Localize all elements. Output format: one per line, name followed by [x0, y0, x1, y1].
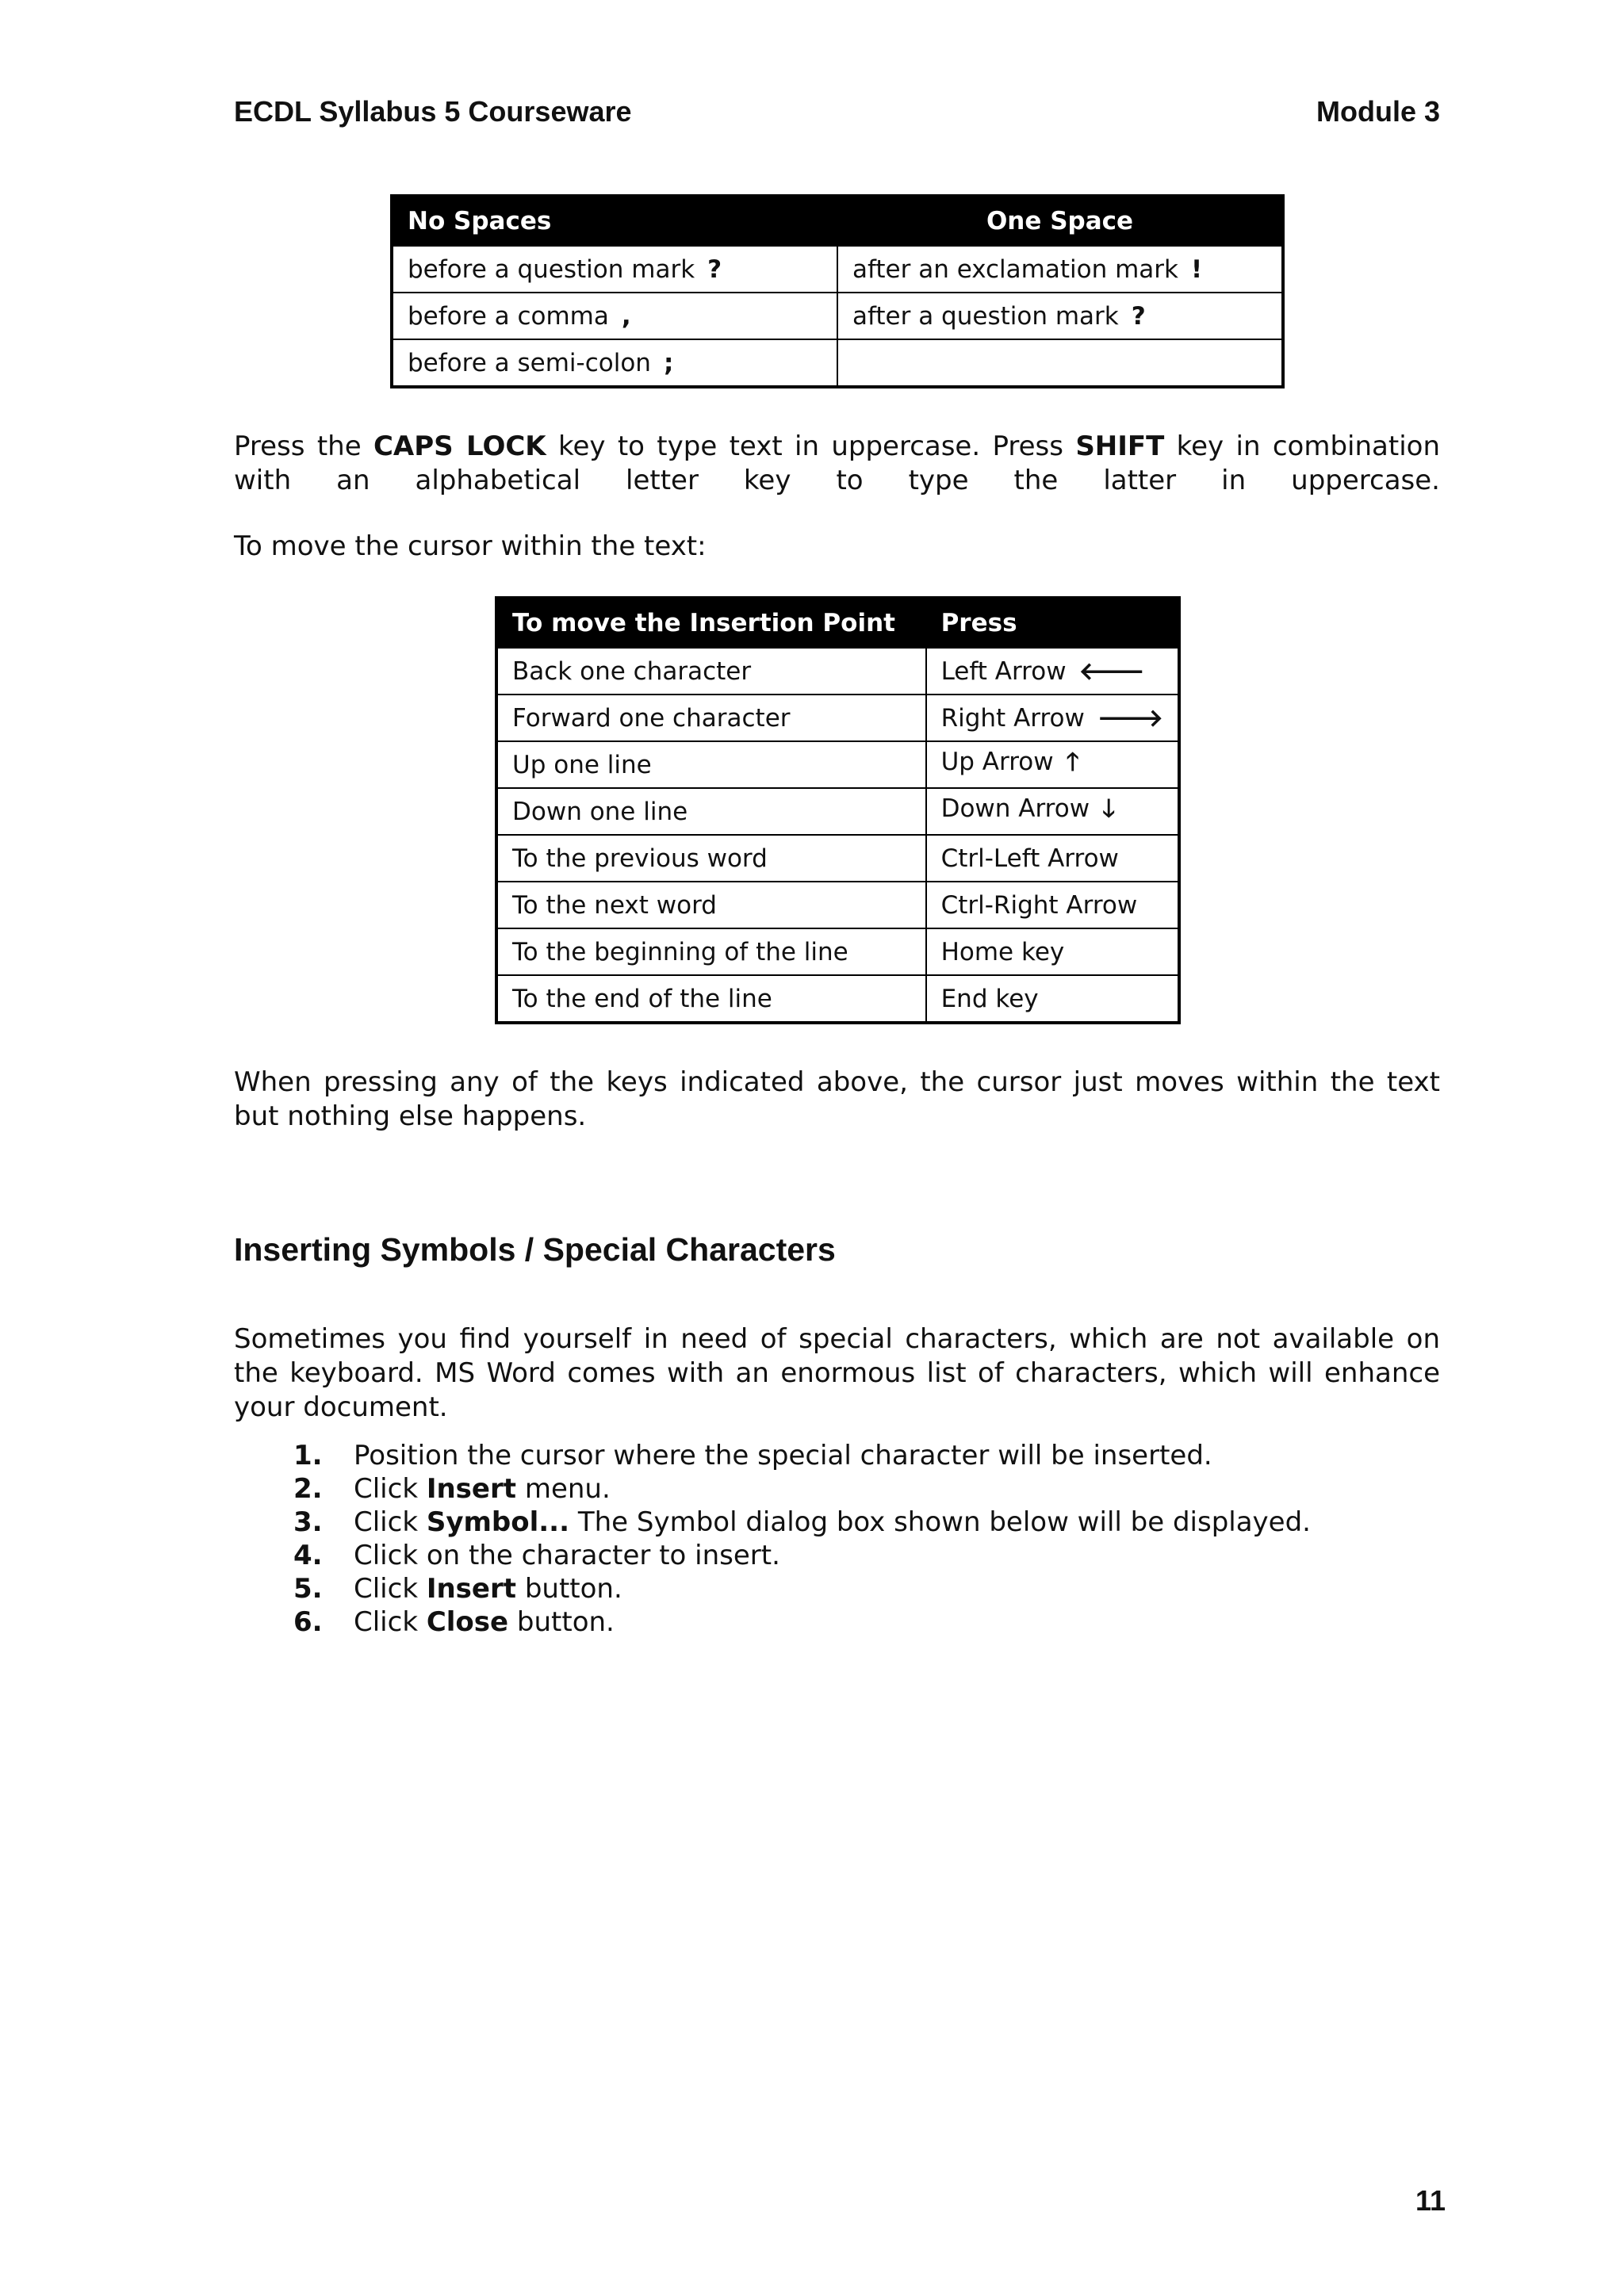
step-text: button.	[516, 1573, 622, 1605]
punctuation-symbol: ?	[1131, 301, 1146, 331]
table-row	[496, 882, 1179, 928]
step-number: 4.	[293, 1540, 323, 1571]
paragraph-text: Press the	[234, 430, 373, 462]
caps-lock-paragraph	[234, 430, 1440, 498]
table-cell	[837, 293, 1283, 339]
key-cell: Home key	[926, 928, 1179, 975]
key-cell: End key	[926, 975, 1179, 1023]
key-label: Left Arrow	[940, 657, 1067, 686]
step-text: Position the cursor where the special character will be inserted.	[354, 1440, 1212, 1471]
action-cell: To the next word	[496, 882, 926, 928]
cell-text: before a question mark	[408, 254, 695, 284]
cursor-movement-table	[495, 596, 1181, 1024]
section-heading: Inserting Symbols / Special Characters	[234, 1231, 836, 1268]
cell-text: before a comma	[408, 301, 609, 331]
symbols-intro-paragraph: Sometimes you find yourself in need of special characters, which are not available on the keyboard. MS Word comes with an enormous list of characters, which will enhance your document.	[234, 1323, 1440, 1423]
column-header-insertion-point: To move the Insertion Point	[496, 598, 926, 648]
list-item	[293, 1539, 1311, 1572]
paragraph-text: key in combination with an alphabetical letter key to type the latter in uppercase.	[234, 430, 1440, 496]
punctuation-symbol: ;	[663, 348, 674, 377]
list-item	[293, 1506, 1311, 1539]
table-row	[496, 741, 1179, 788]
action-cell: Up one line	[496, 741, 926, 788]
step-number: 2.	[293, 1473, 323, 1505]
down-arrow-icon: 🡓	[1102, 794, 1116, 823]
cursor-intro-paragraph: To move the cursor within the text:	[234, 530, 707, 562]
table-row	[392, 246, 1283, 293]
action-cell: To the previous word	[496, 835, 926, 882]
step-number: 6.	[293, 1606, 323, 1638]
step-bold-term: Symbol...	[426, 1506, 570, 1538]
action-cell: Forward one character	[496, 695, 926, 741]
step-text: Click	[354, 1573, 427, 1605]
key-cell: Ctrl-Right Arrow	[926, 882, 1179, 928]
page-number: 11	[1415, 2184, 1446, 2217]
step-text: Click	[354, 1606, 427, 1638]
step-text: Click on the character to insert.	[354, 1540, 780, 1571]
shift-key-label: SHIFT	[1075, 430, 1165, 462]
right-arrow-icon: 🡒	[1097, 704, 1163, 733]
list-item	[293, 1605, 1311, 1639]
table-row	[496, 695, 1179, 741]
key-label: Down Arrow	[940, 794, 1090, 823]
step-number: 3.	[293, 1506, 323, 1538]
table-cell	[837, 339, 1283, 387]
action-cell: To the end of the line	[496, 975, 926, 1023]
table-header-row	[392, 196, 1283, 246]
keys-note-paragraph: When pressing any of the keys indicated above, the cursor just moves within the text but nothing else happens.	[234, 1066, 1440, 1132]
steps-list	[293, 1439, 1311, 1639]
left-arrow-icon: 🡐	[1078, 657, 1145, 686]
paragraph-text: key to type text in uppercase. Press	[546, 430, 1076, 462]
column-header-no-spaces: No Spaces	[392, 196, 837, 246]
table-row	[496, 788, 1179, 835]
action-cell: Down one line	[496, 788, 926, 835]
list-item	[293, 1439, 1311, 1472]
punctuation-symbol: ?	[707, 254, 722, 284]
table-cell	[392, 246, 837, 293]
step-number: 5.	[293, 1573, 323, 1605]
table-header-row	[496, 598, 1179, 648]
action-cell: To the beginning of the line	[496, 928, 926, 975]
column-header-one-space: One Space	[837, 196, 1283, 246]
action-cell: Back one character	[496, 648, 926, 695]
cell-text: after an exclamation mark	[852, 254, 1178, 284]
table-cell	[392, 293, 837, 339]
key-cell: Ctrl-Left Arrow	[926, 835, 1179, 882]
table-row	[496, 975, 1179, 1023]
up-arrow-icon: 🡑	[1066, 748, 1079, 776]
table-cell	[392, 339, 837, 387]
table-row	[392, 293, 1283, 339]
punctuation-symbol: ,	[621, 301, 631, 331]
step-text: menu.	[516, 1473, 611, 1505]
table-row	[496, 928, 1179, 975]
step-text: Click	[354, 1473, 427, 1505]
key-cell	[926, 741, 1179, 788]
table-row	[392, 339, 1283, 387]
step-bold-term: Insert	[426, 1573, 517, 1605]
step-text: button.	[508, 1606, 615, 1638]
list-item	[293, 1472, 1311, 1506]
table-row	[496, 648, 1179, 695]
running-header-module: Module 3	[1316, 95, 1440, 128]
column-header-press: Press	[926, 598, 1179, 648]
caps-lock-key-label: CAPS LOCK	[373, 430, 546, 462]
table-row	[496, 835, 1179, 882]
step-text: Click	[354, 1506, 427, 1538]
cell-text: after a question mark	[852, 301, 1119, 331]
step-text: The Symbol dialog box shown below will be displayed.	[569, 1506, 1311, 1538]
table-cell	[837, 246, 1283, 293]
running-header-title: ECDL Syllabus 5 Courseware	[234, 95, 632, 128]
step-number: 1.	[293, 1440, 323, 1471]
cell-text: before a semi-colon	[408, 348, 651, 377]
punctuation-symbol: !	[1191, 254, 1203, 284]
list-item	[293, 1572, 1311, 1605]
key-cell	[926, 788, 1179, 835]
key-cell	[926, 695, 1179, 741]
key-label: Right Arrow	[940, 704, 1085, 733]
step-bold-term: Insert	[426, 1473, 517, 1505]
key-cell	[926, 648, 1179, 695]
step-bold-term: Close	[426, 1606, 509, 1638]
spacing-rules-table	[390, 194, 1285, 388]
key-label: Up Arrow	[940, 748, 1054, 776]
